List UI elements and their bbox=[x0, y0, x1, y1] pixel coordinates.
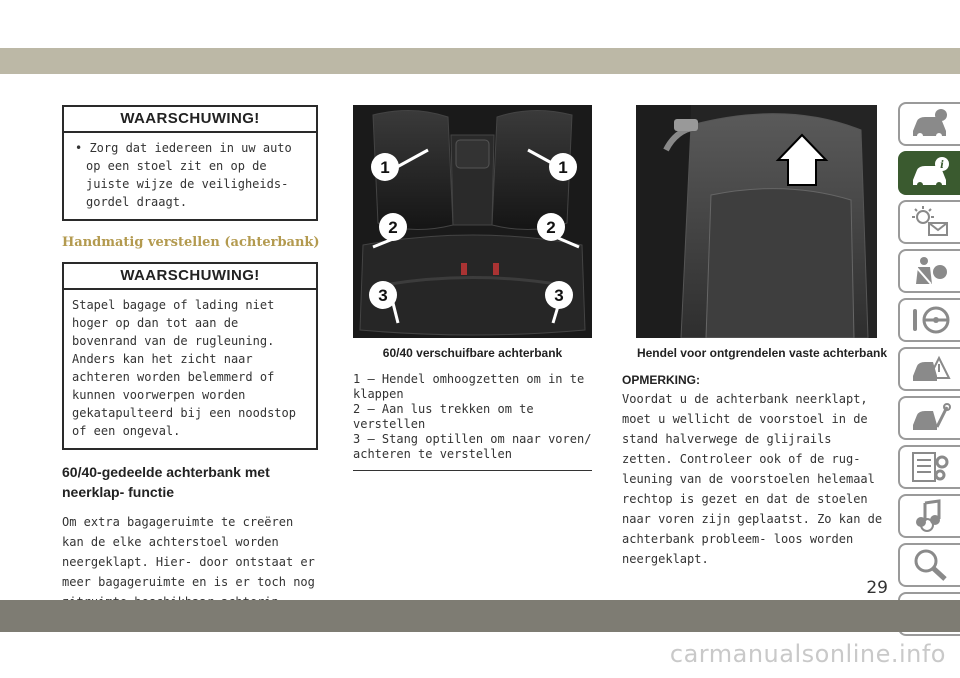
index-search-icon bbox=[909, 548, 951, 582]
watermark-text: carmanualsonline.info bbox=[669, 640, 946, 668]
starting-driving-icon bbox=[909, 303, 951, 337]
multimedia-icon bbox=[909, 499, 951, 533]
callout-label: 1 bbox=[380, 158, 390, 177]
body-paragraph: Om extra bagageruimte te creëren kan de elke achterstoel worden neergeklapt. Hier- door ontstaat er meer bagageruimte en is er toch nog bbox=[62, 515, 315, 589]
warning-text: Stapel bagage of lading niet hoger op dan tot aan de bovenrand van de rugleuning. Anders kan het zicht naar achteren worden belemmerd of kunnen voorwerpen worden gekatapulteerd bij een noodstop of een ongeval. bbox=[72, 298, 296, 438]
tab-specifications[interactable] bbox=[898, 445, 960, 489]
legend-item: 3 — Stang optillen om naar voren/ achteren te verstellen bbox=[353, 432, 592, 461]
tab-index-search[interactable] bbox=[898, 543, 960, 587]
rear-seat-illustration bbox=[353, 105, 592, 338]
car-info-icon bbox=[909, 107, 951, 141]
tab-car-info[interactable] bbox=[898, 102, 960, 146]
section-title: Handmatig verstellen (achterbank) bbox=[62, 235, 320, 250]
warning-title: WAARSCHUWING! bbox=[64, 107, 316, 133]
callout-label: 3 bbox=[378, 286, 388, 305]
maintenance-icon bbox=[909, 401, 951, 435]
figure-legend bbox=[353, 372, 592, 471]
subsection-title: 60/40-gedeelde achterbank met neerklap- functie bbox=[62, 464, 270, 500]
safety-airbag-icon bbox=[909, 254, 951, 288]
note-text: Voordat u de achterbank neerklapt, moet u wellicht de voorstoel in de stand halverwege de glijrails zetten. Controleer ook of de rug- leuning van de voorstoelen helemaal rechtop is gezet en dat de stoelen naar voren zijn geplaatst. Zo kan de achterbank probleem- loos worden neergeklapt. bbox=[622, 392, 883, 566]
legend-item: 1 — Hendel omhoogzetten om in te klappen bbox=[353, 372, 585, 401]
column-middle bbox=[353, 105, 592, 471]
chapter-tabs bbox=[898, 102, 960, 641]
page-number: 29 bbox=[866, 578, 888, 598]
warning-box-1 bbox=[62, 105, 318, 221]
callout-label: 2 bbox=[388, 218, 398, 237]
bottom-footer-band bbox=[0, 600, 960, 632]
warning-bullet: • Zorg dat iedereen in uw auto op een stoel zit en op de juiste wijze de veiligheids- gordel draagt. bbox=[64, 133, 316, 219]
figure-caption: Hendel voor ontgrendelen vaste achterbank bbox=[636, 346, 888, 360]
warning-lights-icon bbox=[909, 205, 951, 239]
rear-seat-photo bbox=[353, 105, 592, 338]
specifications-icon bbox=[909, 450, 951, 484]
tab-car-info-active[interactable] bbox=[898, 151, 960, 195]
tab-starting-driving[interactable] bbox=[898, 298, 960, 342]
tab-warning-lights[interactable] bbox=[898, 200, 960, 244]
warning-title: WAARSCHUWING! bbox=[64, 264, 316, 290]
svg-text:i: i bbox=[940, 160, 944, 171]
figure-caption: 60/40 verschuifbare achterbank bbox=[382, 346, 563, 360]
tab-multimedia[interactable] bbox=[898, 494, 960, 538]
emergency-icon bbox=[909, 352, 951, 386]
callout-label: 3 bbox=[554, 286, 564, 305]
warning-box-2 bbox=[62, 262, 318, 450]
tab-maintenance[interactable] bbox=[898, 396, 960, 440]
seat-release-illustration bbox=[636, 105, 877, 338]
callout-label: 2 bbox=[546, 218, 556, 237]
callout-label: 1 bbox=[558, 158, 568, 177]
column-right bbox=[622, 105, 888, 569]
top-header-band bbox=[0, 48, 960, 74]
car-info-active-icon bbox=[909, 156, 951, 190]
legend-item: 2 — Aan lus trekken om te verstellen bbox=[353, 402, 534, 431]
tab-safety[interactable] bbox=[898, 249, 960, 293]
note-title: OPMERKING: bbox=[622, 373, 700, 387]
tab-emergency[interactable] bbox=[898, 347, 960, 391]
column-left bbox=[62, 105, 320, 612]
seat-release-photo bbox=[636, 105, 877, 338]
